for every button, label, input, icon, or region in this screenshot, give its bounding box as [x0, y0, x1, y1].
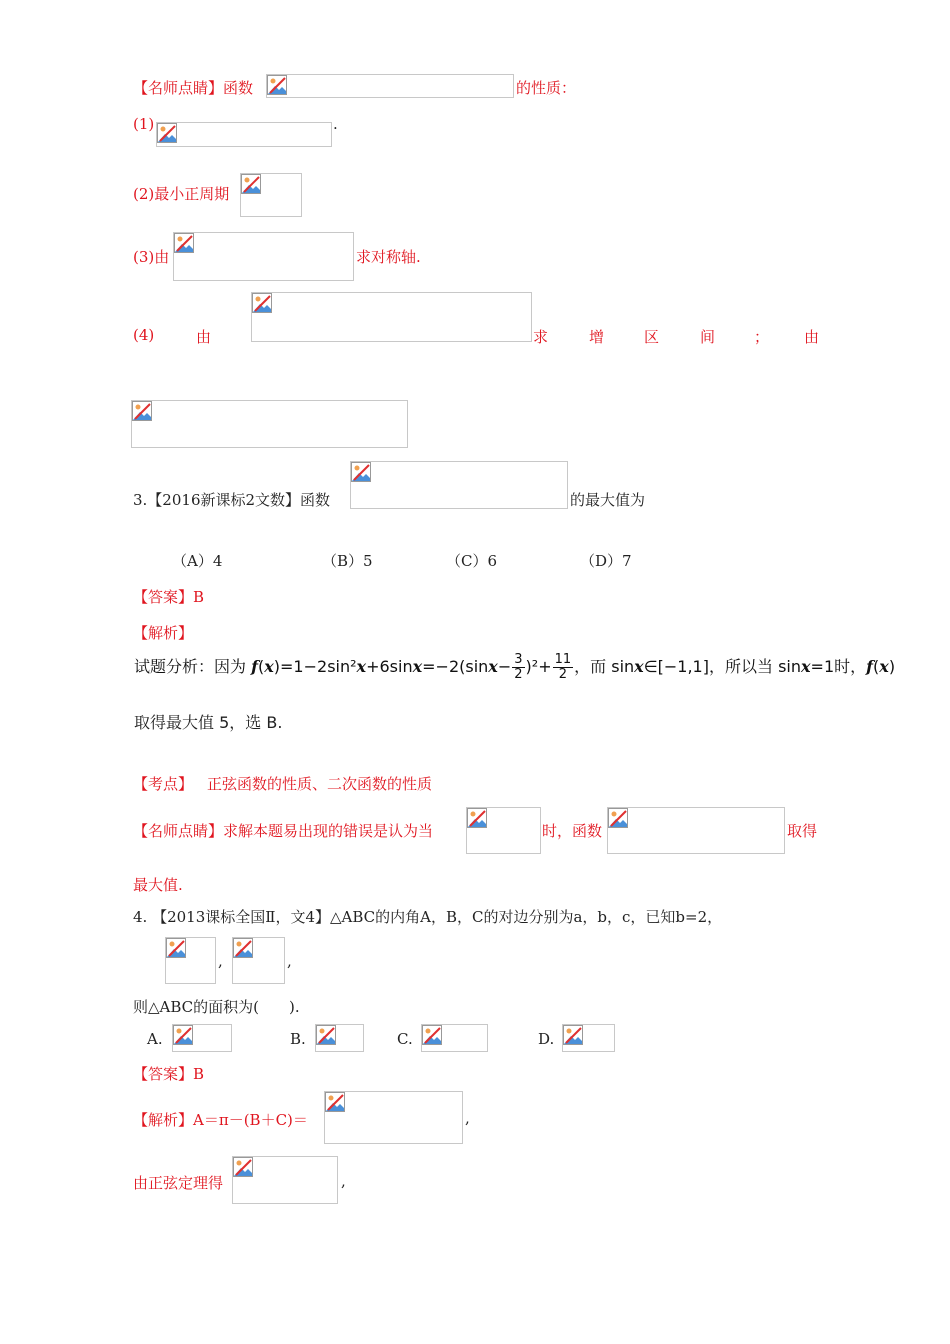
formula-image	[466, 807, 541, 854]
q4-law: 由正弦定理得	[133, 1174, 224, 1192]
formula-image	[172, 1024, 232, 1052]
q4-analysis-tail: ,	[465, 1109, 470, 1127]
q4-answer: 【答案】B	[133, 1065, 205, 1083]
broken-image-icon	[563, 1025, 583, 1045]
item3-label: (3)由	[133, 248, 170, 266]
q4-option-d-label: D.	[538, 1030, 555, 1048]
formula-image	[232, 1156, 338, 1204]
q3-stem-tail: 的最大值为	[570, 491, 646, 509]
q4-law-tail: ,	[341, 1172, 346, 1190]
broken-image-icon	[174, 233, 194, 253]
formula-image	[350, 461, 568, 509]
broken-image-icon	[252, 293, 272, 313]
broken-image-icon	[325, 1092, 345, 1112]
item1-label: (1)	[133, 115, 155, 133]
formula-image	[315, 1024, 364, 1052]
q3-option-d: （D）7	[580, 552, 632, 570]
q4-ask: 则△ABC的面积为( ).	[133, 998, 300, 1016]
tip-heading-tail: 的性质：	[516, 79, 577, 97]
formula-image	[251, 292, 532, 342]
broken-image-icon	[422, 1025, 442, 1045]
formula-image	[131, 400, 408, 448]
q3-answer: 【答案】B	[133, 588, 205, 606]
q3-analysis-label: 【解析】	[133, 624, 194, 642]
q3-kaodian-text: 正弦函数的性质、二次函数的性质	[207, 775, 433, 793]
broken-image-icon	[267, 75, 287, 95]
broken-image-icon	[233, 938, 253, 958]
q4-comma: ,	[218, 952, 223, 970]
broken-image-icon	[233, 1157, 253, 1177]
q3-kaodian-label: 【考点】	[133, 775, 194, 793]
q3-tip: 【名师点睛】求解本题易出现的错误是认为当	[133, 822, 434, 840]
item2-label: (2)最小正周期	[133, 185, 230, 203]
broken-image-icon	[173, 1025, 193, 1045]
q3-tip-mid: 时，函数	[542, 822, 603, 840]
broken-image-icon	[467, 808, 487, 828]
formula-image	[607, 807, 785, 854]
q3-tip-tail: 取得	[787, 822, 818, 840]
formula-image	[232, 937, 285, 984]
item4-text: 增	[589, 328, 605, 346]
q4-stem: 4. 【2013课标全国Ⅱ，文4】△ABC的内角A，B，C的对边分别为a，b，c，已知b=2，	[133, 908, 723, 926]
q3-option-b: （B）5	[322, 552, 373, 570]
formula-image	[421, 1024, 488, 1052]
item4-text: 间	[700, 328, 716, 346]
broken-image-icon	[608, 808, 628, 828]
q4-analysis: 【解析】A＝π－(B＋C)＝	[133, 1111, 308, 1129]
broken-image-icon	[157, 123, 177, 143]
formula-image	[266, 74, 514, 98]
item4-text: ；	[754, 328, 770, 346]
q3-analysis-line2: 取得最大值 5，选 B.	[134, 713, 283, 732]
item4-text: 区	[644, 328, 660, 346]
formula-image	[562, 1024, 615, 1052]
broken-image-icon	[241, 174, 261, 194]
formula-image	[156, 122, 332, 147]
q3-analysis-formula: 试题分析：因为 f(x)=1−2sin²x+6sinx=−2(sinx− $\frac{3}{2}$ )²+ $\frac{11}{2}$ ，而 sinx∈[−1,1]，所以当 sinx=1时，f(x)	[134, 652, 896, 682]
formula-image	[165, 937, 216, 984]
item4-text: 由	[804, 328, 820, 346]
formula-image	[324, 1091, 463, 1144]
item4-text: 由	[196, 328, 212, 346]
broken-image-icon	[132, 401, 152, 421]
q4-option-b-label: B.	[290, 1030, 306, 1048]
item4-label: (4)	[133, 326, 155, 344]
broken-image-icon	[351, 462, 371, 482]
q3-stem: 3.【2016新课标2文数】函数	[133, 491, 331, 509]
tip-heading: 【名师点睛】函数	[133, 79, 254, 97]
q4-option-c-label: C.	[397, 1030, 413, 1048]
item1-tail: .	[333, 115, 338, 133]
item3-tail: 求对称轴.	[356, 248, 421, 266]
q4-comma: ,	[287, 952, 292, 970]
q4-option-a-label: A.	[147, 1030, 163, 1048]
item4-text: 求	[533, 328, 549, 346]
q3-option-c: （C）6	[446, 552, 498, 570]
q3-tip-line2: 最大值.	[133, 876, 183, 894]
broken-image-icon	[316, 1025, 336, 1045]
q3-option-a: （A）4	[172, 552, 223, 570]
formula-image	[240, 173, 302, 217]
broken-image-icon	[166, 938, 186, 958]
formula-image	[173, 232, 354, 281]
